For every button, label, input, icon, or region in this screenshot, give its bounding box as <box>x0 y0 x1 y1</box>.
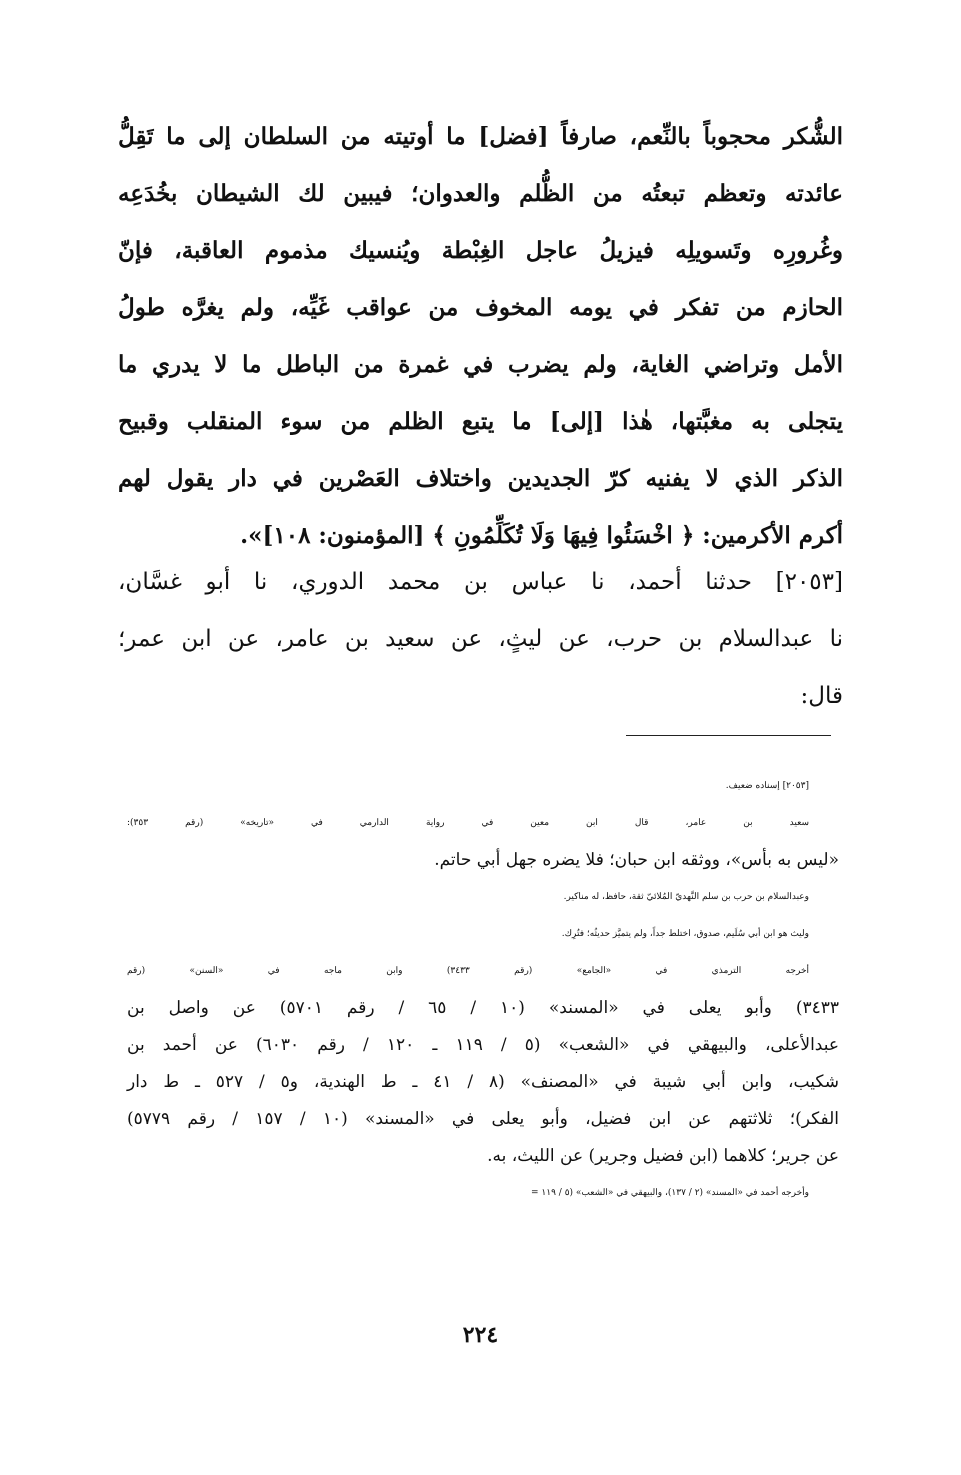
footnotes <box>127 768 839 1212</box>
main-line: وغُرورِه وتَسويلِه فيزيلُ عاجل الغِبْطة ويُنسيك مذموم العاقبة، فإنّ <box>118 237 843 264</box>
main-line: أكرم الأكرمين: ﴿ اخْسَئُوا فِيهَا وَلَا تُكَلِّمُونِ ﴾ [المؤمنون: ١٠٨]». <box>240 522 843 549</box>
hadith-isnad <box>118 554 843 725</box>
main-line: الشُّكر محجوباً بالنِّعم، صارفاً [فضل] ما أوتيته من السلطان إلى ما تَقِلُّ <box>118 123 843 150</box>
hadith-line: قال: <box>800 683 843 709</box>
main-paragraph <box>118 108 843 564</box>
footnote-line: شكيب، وابن أبي شيبة في «المصنف» (٨ / ٤١ ـ ط الهندية، و٥ / ٥٢٧ ـ ط دار <box>127 1072 839 1092</box>
main-line: عائدته وتعظم تبعتُه من الظُّلم والعدوان؛ فيبين لك الشيطان بخُدَعِه <box>118 180 843 207</box>
main-line: الذكر الذي لا يفنيه كرّ الجديدين واختلاف العَصْرين في دار يقول لهم <box>118 465 843 492</box>
footnote-separator <box>626 735 831 736</box>
main-line: يتجلى به مغبَّتها، هٰذا [إلى] ما يتبع الظلم من سوء المنقلب وقبيح <box>118 408 843 435</box>
footnote-line: الفكر)؛ ثلاثتهم عن ابن فضيل، وأبو يعلى في «المسند» (١٠ / ١٥٧ / رقم ٥٧٧٩) <box>127 1109 839 1129</box>
page-number: ٢٢٤ <box>462 1322 499 1348</box>
hadith-line: [٢٠٥٣] حدثنا أحمد، نا عباس بن محمد الدوري، نا أبو غسَّان، <box>118 569 843 595</box>
footnote-line: أخرجه الترمذي في «الجامع» (رقم ٣٤٣٣) وابن ماجه في «السنن» (رقم <box>127 966 810 976</box>
footnote-line: وليث هو ابن أبي سُلَيم، صدوق، اختلط جداً، ولم يتميَّز حديثُه؛ فتُرِك. <box>561 929 809 939</box>
footnote-line: وأخرجه أحمد في «المسند» (٢ / ١٣٧)، والبيهقي في «الشعب» (٥ / ١١٩ = <box>531 1188 809 1198</box>
footnote-line: «ليس به بأس»، ووثقه ابن حبان؛ فلا يضره جهل أبي حاتم. <box>434 850 839 870</box>
footnote-line: ٣٤٣٣) وأبو يعلى في «المسند» (١٠ / ٦٥ / رقم ٥٧٠١) عن واصل بن <box>127 998 839 1018</box>
footnote-line: [٢٠٥٣] إسناده ضعيف. <box>725 781 809 791</box>
footnote-line: وعبدالسلام بن حرب بن سلم النَّهديّ المُلائيّ ثقة، حافظ، له مناكير. <box>563 892 809 902</box>
hadith-line: نا عبدالسلام بن حرب، عن ليثٍ، عن سعيد بن عامر، عن ابن عمر؛ <box>118 626 843 652</box>
footnote-line: سعيد بن عامر، قال ابن معين في رواية الدارمي في «تاريخه» (رقم ٣٥٣): <box>127 818 809 828</box>
footnote-line: عن جرير؛ كلاهما (ابن فضيل وجرير) عن الليث، به. <box>487 1146 839 1166</box>
main-line: الأمل وتراضي الغاية، ولم يضرب في غمرة من الباطل ما لا يدري ما <box>118 351 843 378</box>
main-line: الحازم من تفكر في يومه المخوف من عواقب غَيِّه، ولم يغرَّه طولُ <box>118 294 843 321</box>
footnote-line: عبدالأعلى، والبيهقي في «الشعب» (٥ / ١١٩ ـ ١٢٠ / رقم ٦٠٣٠) عن أحمد بن <box>127 1035 839 1055</box>
